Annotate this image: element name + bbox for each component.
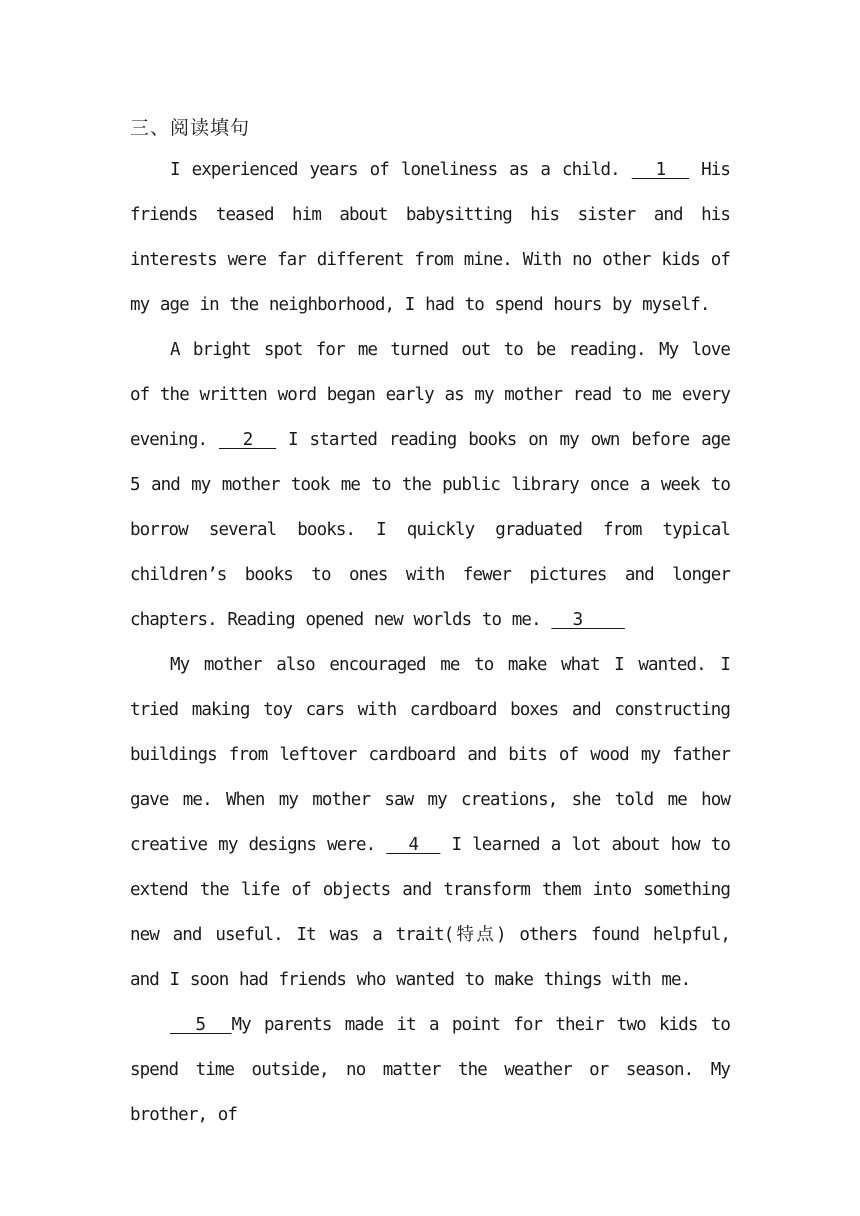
paragraph-1 [130,148,730,328]
paragraph-4-text-b: My parents made it a point for their two kids to spend time outside, no matter the weather or season. My brother, of [130,1015,730,1125]
blank-1: 1 [631,160,690,180]
paragraph-4 [130,1003,730,1138]
paragraph-2-text-b: I started reading books on my own before age 5 and my mother took me to the public library once a week to borrow several books. I quickly graduated from typical children’s books to ones with fewer pictures and longer chapters. Reading opened new worlds to me. [130,430,730,630]
blank-2: 2 [218,430,277,450]
paragraph-3 [130,643,730,1003]
blank-4: 4 [386,835,441,855]
paragraph-1-text-a: I experienced years of loneliness as a child. [170,160,632,180]
paragraph-1-text-b: His friends teased him about babysitting his sister and his interests were far different from mine. With no other kids of my age in the neighborhood, I had to spend hours by myself. [130,160,730,315]
document-page [130,108,730,1138]
paragraph-3-text-b: I learned a lot about how to extend the life of objects and transform them into something new and useful. It was a trait(特点) others found helpful, and I soon had friends who wanted to make things with me. [130,835,730,990]
paragraph-2 [130,328,730,643]
blank-3: 3 [551,610,625,630]
paragraph-2-text-a: A bright spot for me turned out to be reading. My love of the written word began early as my mother read to me every evening. [130,340,730,450]
blank-5: 5 [170,1015,232,1035]
section-title: 三、阅读填句 [130,117,251,139]
paragraph-3-text-a: My mother also encouraged me to make what I wanted. I tried making toy cars with cardboard boxes and constructing buildings from leftover cardboard and bits of wood my father gave me. When my mother saw my creations, she told me how creative my designs were. [130,655,730,855]
